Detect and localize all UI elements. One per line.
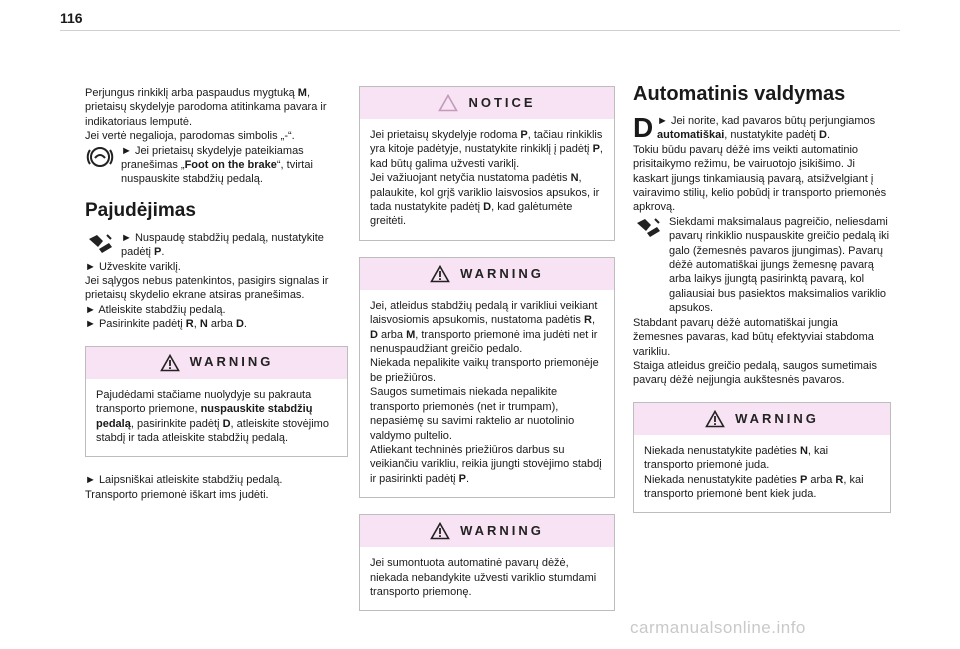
warning-body bbox=[86, 379, 347, 457]
warning-body bbox=[634, 435, 890, 513]
brake-message-row bbox=[85, 144, 348, 187]
warning-body bbox=[360, 547, 614, 610]
step-1: ► Nuspaudę stabdžių pedalą, nustatykite padėtį P. bbox=[121, 231, 324, 259]
step-2: ► Užveskite variklį. bbox=[85, 260, 181, 273]
step-row-1 bbox=[85, 231, 348, 260]
notice-box bbox=[359, 86, 615, 241]
warning-text: Jei sumontuota automatinė pavarų dėžė, niekada nebandykite užvesti variklio stumdami transporto priemonę. bbox=[370, 557, 597, 598]
release-text: Staiga atleidus greičio pedalą, saugos sumetimais pavarų dėžė neįjungia aukštesnės pavaros. bbox=[633, 359, 877, 387]
warning-triangle-icon bbox=[705, 410, 725, 428]
notice-text-2: Jei važiuojant netyčia nustatoma padėtis N, palaukite, kol grįš variklio laisvosios apsukos, ir tada nustatykite padėtį D, kad galėtumėte greitėti. bbox=[370, 172, 600, 228]
page-number: 116 bbox=[60, 10, 83, 26]
warning-title: WARNING bbox=[189, 354, 274, 370]
watermark: carmanualsonline.info bbox=[630, 618, 806, 637]
section-heading-automatinis: Automatinis valdymas bbox=[633, 83, 846, 105]
column-right bbox=[633, 82, 891, 529]
notice-text-1: Jei prietaisų skydelyje rodoma P, tačiau rinkiklis yra kitoje padėtyje, nustatykite rinkiklį į padėtį P, kad būtų galima užvesti variklį. bbox=[370, 129, 603, 170]
warning-text-1: Niekada nenustatykite padėties N, kai transporto priemonė juda. bbox=[644, 444, 829, 472]
warning-box-slope bbox=[85, 346, 348, 458]
warning-text-2: Niekada nenustatykite padėties P arba R, kai transporto priemonė bent kiek juda. bbox=[644, 473, 864, 500]
acceleration-text: Siekdami maksimalaus pagreičio, neliesdami pavarų rinkiklio nuspauskite greičio pedalą iki galo (žemesnės pavaros įjungimas). Pavarų dėžė automatiškai įjungs žemesnę pavarą arba laikys įjungtą pasirinktą pavarą, kol galiausiai bus pasiektos maksimalios variklio apsukos. bbox=[669, 215, 890, 315]
column-left bbox=[85, 86, 348, 502]
warning-box-idle bbox=[359, 257, 615, 498]
warning-title: WARNING bbox=[735, 410, 819, 426]
braking-text: Stabdant pavarų dėžė automatiškai jungia žemesnes pavaras, kad būtų efektyviai stabdoma varikliu. bbox=[633, 316, 874, 358]
warning-box-neutral bbox=[633, 402, 891, 514]
intro-paragraph: Perjungus rinkiklį arba paspaudus mygtuką M, prietaisų skydelyje parodoma atitinkama pavara ir indikatoriaus lemputė. bbox=[85, 87, 327, 128]
notice-header bbox=[360, 87, 614, 119]
header-rule bbox=[60, 30, 900, 31]
notice-body bbox=[360, 119, 614, 240]
step-3: Jei sąlygos nebus patenkintos, pasigirs signalas ir prietaisų skydelio ekrane atsiras pranešimas. bbox=[85, 275, 329, 302]
after-note: Transporto priemonė iškart ims judėti. bbox=[85, 488, 269, 501]
warning-triangle-icon bbox=[430, 265, 450, 283]
notice-title: NOTICE bbox=[468, 94, 536, 110]
accelerator-pedal-icon bbox=[633, 215, 663, 241]
warning-text-2: Niekada nepalikite vaikų transporto priemonėje be priežiūros. bbox=[370, 357, 599, 384]
section-heading-pajudejimas: Pajudėjimas bbox=[85, 199, 196, 221]
warning-text-4: Atliekant techninės priežiūros darbus su veikiančiu varikliu, reikia įjungti stovėjimo stabdį ir pasirinkti padėtį P. bbox=[370, 443, 602, 485]
warning-header bbox=[360, 515, 614, 547]
auto-mode-step: ► Jei norite, kad pavaros būtų perjungiamos automatiškai, nustatykite padėtį D. bbox=[657, 115, 876, 142]
warning-header bbox=[86, 347, 347, 379]
warning-text: Pajudėdami stačiame nuolydyje su pakrauta transporto priemone, nuspauskite stabdžių pedalą, pasirinkite padėtį D, atleiskite stovėjimo stabdį ir tada atleiskite stabdžių pedalą. bbox=[96, 388, 329, 444]
gear-d-symbol: D bbox=[633, 112, 654, 143]
step-4: ► Atleiskite stabdžių pedalą. bbox=[85, 303, 226, 316]
acceleration-row bbox=[633, 215, 891, 316]
auto-mode-description: Tokiu būdu pavarų dėžė ims veikti automatinio prisitaikymo režimu, be vairuotojo įsikišimo. Ji kaskart įjungs tinkamiausią pavarą, atsižvelgiant į vairavimo stilių, kelio pobūdį ir transporto priemonės apkrovą. bbox=[633, 143, 887, 214]
warning-body bbox=[360, 290, 614, 497]
foot-pedal-icon bbox=[85, 231, 115, 257]
notice-triangle-icon bbox=[438, 94, 458, 112]
warning-title: WARNING bbox=[460, 265, 544, 281]
warning-text-1: Jei, atleidus stabdžių pedalą ir varikliui veikiant laisvosiomis apsukomis, nustatoma padėtis R, D arba M, transporto priemonė ima judėti net ir nenuspaudžiant greičio pedalo. bbox=[370, 299, 598, 356]
intro-paragraph-2: Jei vertė negalioja, parodomas simbolis „-“. bbox=[85, 130, 295, 143]
warning-header bbox=[634, 403, 890, 435]
brake-message-text: ► Jei prietaisų skydelyje pateikiamas pranešimas „Foot on the brake“, tvirtai nuspauskite stabdžių pedalą. bbox=[121, 144, 313, 186]
warning-triangle-icon bbox=[430, 522, 450, 540]
after-step: ► Laipsniškai atleiskite stabdžių pedalą. bbox=[85, 474, 283, 487]
warning-triangle-icon bbox=[160, 354, 180, 372]
step-5: ► Pasirinkite padėtį R, N arba D. bbox=[85, 318, 247, 331]
column-middle bbox=[359, 86, 615, 627]
foot-on-brake-icon bbox=[85, 144, 115, 170]
warning-title: WARNING bbox=[460, 522, 544, 538]
warning-box-push-start bbox=[359, 514, 615, 611]
warning-header bbox=[360, 258, 614, 290]
auto-mode-row bbox=[633, 114, 891, 143]
warning-text-3: Saugos sumetimais niekada nepalikite transporto priemonės (net ir trumpam), nepasiėmę su savimi raktelio ar nuotolinio valdymo pultelio. bbox=[370, 386, 575, 442]
